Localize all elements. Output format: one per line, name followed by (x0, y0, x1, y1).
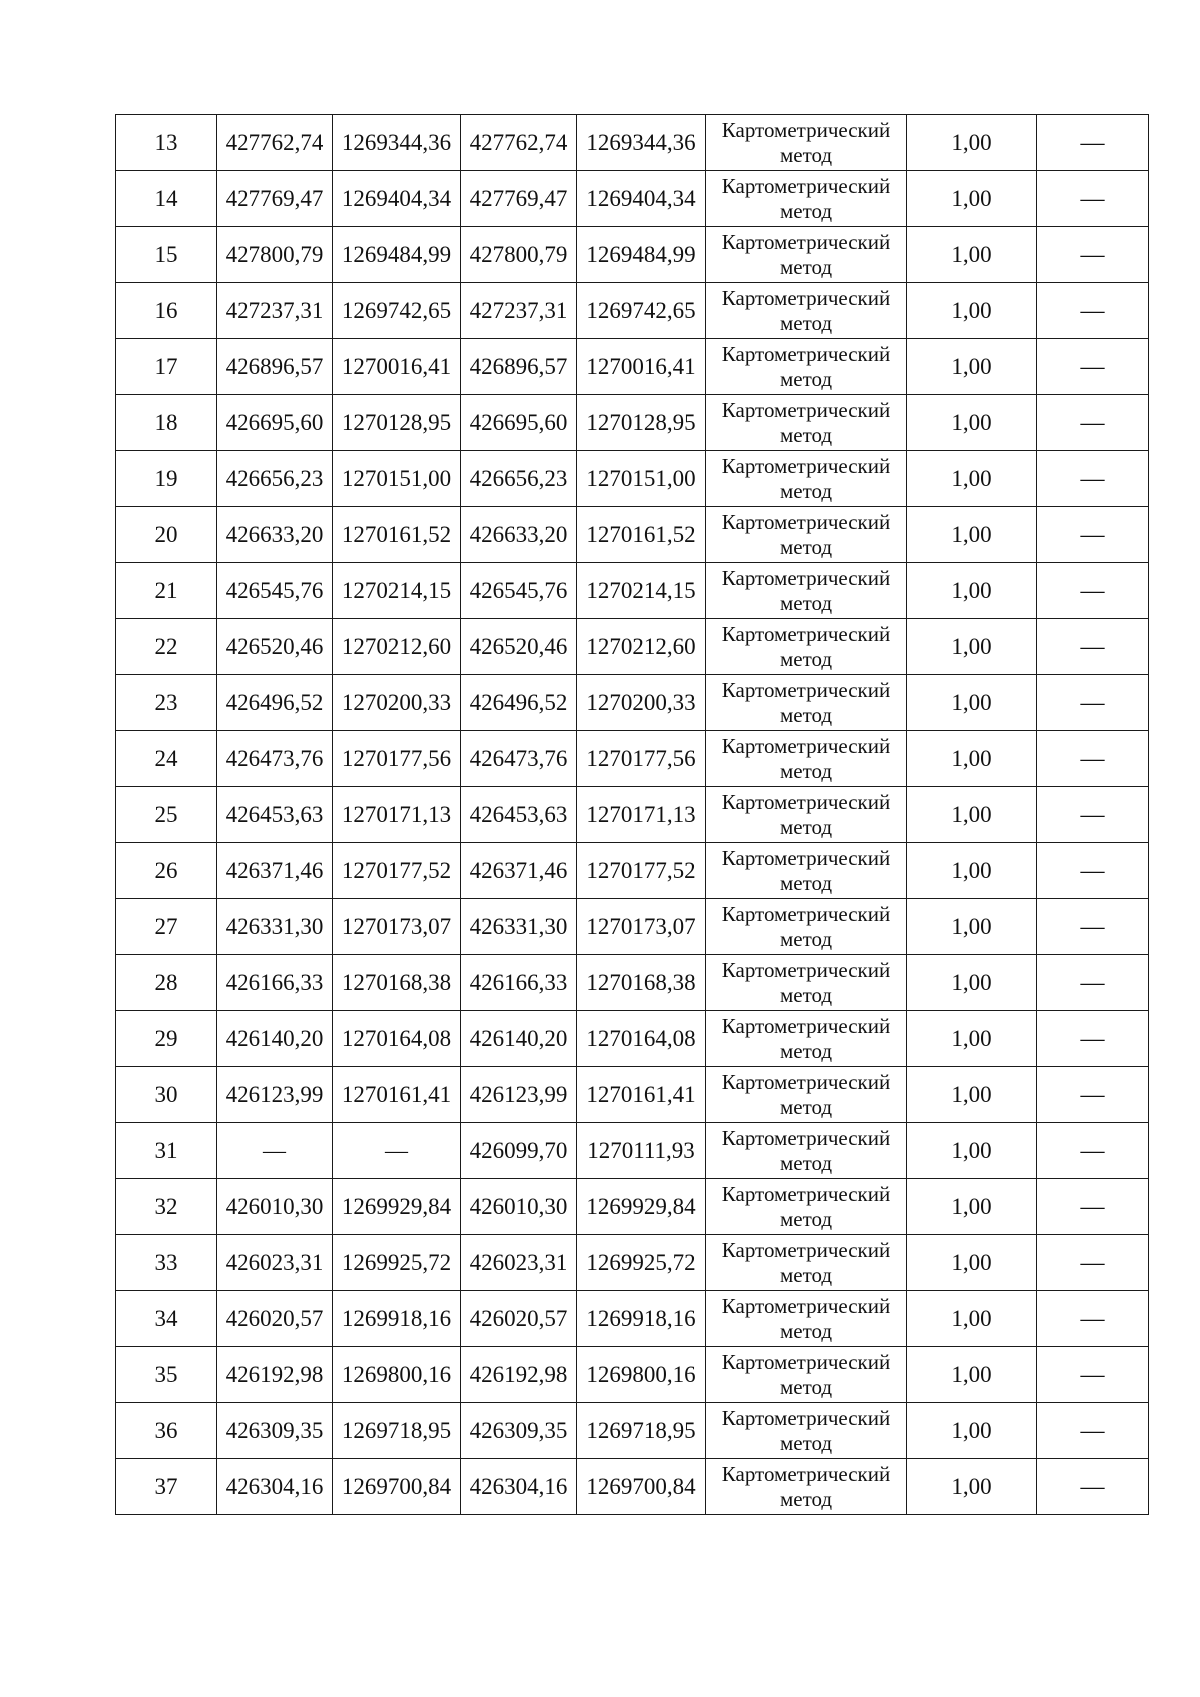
table-row (116, 787, 1149, 843)
table-row (116, 507, 1149, 563)
method-line-1: Картометрический (721, 1461, 891, 1486)
existing-y-cell: 1270016,41 (333, 339, 461, 395)
existing-y-cell: 1270161,41 (333, 1067, 461, 1123)
existing-y-cell: 1269929,84 (333, 1179, 461, 1235)
method-line-1: Картометрический (721, 1069, 891, 1094)
note-cell: — (1037, 1011, 1149, 1067)
precision-cell: 1,00 (907, 1459, 1037, 1515)
precision-cell: 1,00 (907, 339, 1037, 395)
point-number-cell: 26 (116, 843, 217, 899)
precision-cell: 1,00 (907, 563, 1037, 619)
existing-x-cell: 426473,76 (217, 731, 333, 787)
method-line-2: метод (779, 590, 833, 615)
note-cell: — (1037, 563, 1149, 619)
method-line-2: метод (779, 758, 833, 783)
precision-cell: 1,00 (907, 675, 1037, 731)
table-row (116, 731, 1149, 787)
point-number-cell: 31 (116, 1123, 217, 1179)
point-number-cell: 28 (116, 955, 217, 1011)
existing-y-cell: 1269404,34 (333, 171, 461, 227)
table-row (116, 115, 1149, 171)
existing-y-cell: 1270151,00 (333, 451, 461, 507)
precision-cell: 1,00 (907, 619, 1037, 675)
point-number-cell: 33 (116, 1235, 217, 1291)
precision-cell: 1,00 (907, 843, 1037, 899)
refined-x-cell: 426010,30 (461, 1179, 577, 1235)
precision-cell: 1,00 (907, 115, 1037, 171)
method-line-1: Картометрический (721, 845, 891, 870)
method-line-1: Картометрический (721, 621, 891, 646)
existing-y-cell: 1270214,15 (333, 563, 461, 619)
refined-y-cell: 1269404,34 (577, 171, 706, 227)
note-cell: — (1037, 115, 1149, 171)
refined-x-cell: 426304,16 (461, 1459, 577, 1515)
refined-y-cell: 1269800,16 (577, 1347, 706, 1403)
refined-y-cell: 1270151,00 (577, 451, 706, 507)
note-cell: — (1037, 283, 1149, 339)
existing-x-cell: 426140,20 (217, 1011, 333, 1067)
precision-cell: 1,00 (907, 507, 1037, 563)
refined-x-cell: 426656,23 (461, 451, 577, 507)
table-row (116, 171, 1149, 227)
existing-y-cell: 1270168,38 (333, 955, 461, 1011)
table-row (116, 1179, 1149, 1235)
existing-y-cell: 1270161,52 (333, 507, 461, 563)
precision-cell: 1,00 (907, 1123, 1037, 1179)
table-row (116, 1459, 1149, 1515)
method-line-2: метод (779, 1262, 833, 1287)
point-number-cell: 24 (116, 731, 217, 787)
refined-y-cell: 1270111,93 (577, 1123, 706, 1179)
existing-x-cell: 426304,16 (217, 1459, 333, 1515)
table-row (116, 1291, 1149, 1347)
method-line-1: Картометрический (721, 285, 891, 310)
point-number-cell: 18 (116, 395, 217, 451)
table-row (116, 1403, 1149, 1459)
precision-cell: 1,00 (907, 227, 1037, 283)
method-line-2: метод (779, 198, 833, 223)
method-line-2: метод (779, 534, 833, 559)
method-line-1: Картометрический (721, 509, 891, 534)
refined-x-cell: 426473,76 (461, 731, 577, 787)
existing-x-cell: 426371,46 (217, 843, 333, 899)
table-row (116, 563, 1149, 619)
note-cell: — (1037, 843, 1149, 899)
point-number-cell: 29 (116, 1011, 217, 1067)
precision-cell: 1,00 (907, 899, 1037, 955)
method-line-1: Картометрический (721, 1349, 891, 1374)
point-number-cell: 19 (116, 451, 217, 507)
existing-y-cell: 1270164,08 (333, 1011, 461, 1067)
method-line-2: метод (779, 366, 833, 391)
method-line-2: метод (779, 422, 833, 447)
note-cell: — (1037, 675, 1149, 731)
method-line-1: Картометрический (721, 341, 891, 366)
existing-y-cell: 1269800,16 (333, 1347, 461, 1403)
point-number-cell: 32 (116, 1179, 217, 1235)
refined-x-cell: 426371,46 (461, 843, 577, 899)
note-cell: — (1037, 227, 1149, 283)
point-number-cell: 14 (116, 171, 217, 227)
refined-y-cell: 1270128,95 (577, 395, 706, 451)
table-row (116, 1123, 1149, 1179)
existing-y-cell: 1270177,52 (333, 843, 461, 899)
refined-y-cell: 1269344,36 (577, 115, 706, 171)
existing-x-cell: 426123,99 (217, 1067, 333, 1123)
refined-x-cell: 427769,47 (461, 171, 577, 227)
method-line-1: Картометрический (721, 117, 891, 142)
method-line-2: метод (779, 982, 833, 1007)
note-cell: — (1037, 339, 1149, 395)
method-line-2: метод (779, 310, 833, 335)
refined-x-cell: 427237,31 (461, 283, 577, 339)
method-cell (706, 1011, 907, 1067)
note-cell: — (1037, 955, 1149, 1011)
refined-x-cell: 426545,76 (461, 563, 577, 619)
method-cell (706, 227, 907, 283)
existing-x-cell: 426545,76 (217, 563, 333, 619)
refined-x-cell: 427762,74 (461, 115, 577, 171)
note-cell: — (1037, 1067, 1149, 1123)
refined-y-cell: 1270161,52 (577, 507, 706, 563)
note-cell: — (1037, 171, 1149, 227)
point-number-cell: 15 (116, 227, 217, 283)
method-cell (706, 1067, 907, 1123)
method-line-1: Картометрический (721, 1237, 891, 1262)
existing-x-cell: 426520,46 (217, 619, 333, 675)
table-row (116, 451, 1149, 507)
existing-y-cell: 1270212,60 (333, 619, 461, 675)
existing-y-cell: 1269718,95 (333, 1403, 461, 1459)
existing-x-cell: 426309,35 (217, 1403, 333, 1459)
refined-x-cell: 426633,20 (461, 507, 577, 563)
precision-cell: 1,00 (907, 1291, 1037, 1347)
refined-y-cell: 1270214,15 (577, 563, 706, 619)
existing-x-cell: 426020,57 (217, 1291, 333, 1347)
precision-cell: 1,00 (907, 1347, 1037, 1403)
refined-x-cell: 426695,60 (461, 395, 577, 451)
refined-y-cell: 1270171,13 (577, 787, 706, 843)
note-cell: — (1037, 1235, 1149, 1291)
refined-x-cell: 426453,63 (461, 787, 577, 843)
method-cell (706, 619, 907, 675)
refined-x-cell: 427800,79 (461, 227, 577, 283)
method-line-2: метод (779, 1318, 833, 1343)
table-row (116, 395, 1149, 451)
precision-cell: 1,00 (907, 171, 1037, 227)
existing-x-cell: 426453,63 (217, 787, 333, 843)
precision-cell: 1,00 (907, 731, 1037, 787)
refined-y-cell: 1269718,95 (577, 1403, 706, 1459)
note-cell: — (1037, 1459, 1149, 1515)
point-number-cell: 13 (116, 115, 217, 171)
refined-x-cell: 426331,30 (461, 899, 577, 955)
refined-y-cell: 1269929,84 (577, 1179, 706, 1235)
table-row (116, 843, 1149, 899)
precision-cell: 1,00 (907, 1011, 1037, 1067)
method-cell (706, 675, 907, 731)
existing-x-cell: 427800,79 (217, 227, 333, 283)
existing-x-cell: 426896,57 (217, 339, 333, 395)
existing-x-cell: — (217, 1123, 333, 1179)
method-line-1: Картометрический (721, 957, 891, 982)
refined-y-cell: 1269484,99 (577, 227, 706, 283)
point-number-cell: 23 (116, 675, 217, 731)
precision-cell: 1,00 (907, 395, 1037, 451)
note-cell: — (1037, 1347, 1149, 1403)
refined-y-cell: 1270200,33 (577, 675, 706, 731)
existing-y-cell: 1269742,65 (333, 283, 461, 339)
method-cell (706, 787, 907, 843)
refined-y-cell: 1270212,60 (577, 619, 706, 675)
point-number-cell: 27 (116, 899, 217, 955)
method-line-1: Картометрический (721, 397, 891, 422)
method-cell (706, 843, 907, 899)
point-number-cell: 22 (116, 619, 217, 675)
refined-y-cell: 1269918,16 (577, 1291, 706, 1347)
method-line-2: метод (779, 926, 833, 951)
refined-x-cell: 426896,57 (461, 339, 577, 395)
method-line-1: Картометрический (721, 173, 891, 198)
point-number-cell: 36 (116, 1403, 217, 1459)
existing-y-cell: 1270128,95 (333, 395, 461, 451)
precision-cell: 1,00 (907, 787, 1037, 843)
existing-x-cell: 426633,20 (217, 507, 333, 563)
table-row (116, 899, 1149, 955)
existing-y-cell: 1269918,16 (333, 1291, 461, 1347)
method-line-1: Картометрический (721, 789, 891, 814)
method-line-1: Картометрический (721, 677, 891, 702)
existing-y-cell: 1269925,72 (333, 1235, 461, 1291)
method-line-2: метод (779, 1206, 833, 1231)
method-cell (706, 1235, 907, 1291)
point-number-cell: 35 (116, 1347, 217, 1403)
refined-y-cell: 1270164,08 (577, 1011, 706, 1067)
refined-y-cell: 1269700,84 (577, 1459, 706, 1515)
point-number-cell: 34 (116, 1291, 217, 1347)
method-line-2: метод (779, 254, 833, 279)
method-line-2: метод (779, 1038, 833, 1063)
existing-y-cell: 1270171,13 (333, 787, 461, 843)
note-cell: — (1037, 451, 1149, 507)
existing-y-cell: — (333, 1123, 461, 1179)
method-line-2: метод (779, 1150, 833, 1175)
method-line-2: метод (779, 1430, 833, 1455)
table-row (116, 339, 1149, 395)
refined-y-cell: 1270177,56 (577, 731, 706, 787)
method-line-2: метод (779, 1486, 833, 1511)
existing-x-cell: 426496,52 (217, 675, 333, 731)
refined-y-cell: 1270177,52 (577, 843, 706, 899)
note-cell: — (1037, 1291, 1149, 1347)
method-cell (706, 339, 907, 395)
method-line-1: Картометрический (721, 229, 891, 254)
table-row (116, 1067, 1149, 1123)
method-line-2: метод (779, 478, 833, 503)
method-cell (706, 955, 907, 1011)
method-line-2: метод (779, 1094, 833, 1119)
point-number-cell: 20 (116, 507, 217, 563)
method-line-1: Картометрический (721, 901, 891, 926)
refined-y-cell: 1269742,65 (577, 283, 706, 339)
point-number-cell: 21 (116, 563, 217, 619)
point-number-cell: 25 (116, 787, 217, 843)
existing-x-cell: 426695,60 (217, 395, 333, 451)
precision-cell: 1,00 (907, 1179, 1037, 1235)
refined-x-cell: 426192,98 (461, 1347, 577, 1403)
method-line-1: Картометрический (721, 1013, 891, 1038)
refined-y-cell: 1269925,72 (577, 1235, 706, 1291)
refined-x-cell: 426140,20 (461, 1011, 577, 1067)
refined-x-cell: 426166,33 (461, 955, 577, 1011)
table-row (116, 1235, 1149, 1291)
method-cell (706, 1403, 907, 1459)
method-cell (706, 731, 907, 787)
refined-x-cell: 426123,99 (461, 1067, 577, 1123)
existing-y-cell: 1270200,33 (333, 675, 461, 731)
precision-cell: 1,00 (907, 451, 1037, 507)
method-line-2: метод (779, 646, 833, 671)
existing-x-cell: 426010,30 (217, 1179, 333, 1235)
method-cell (706, 451, 907, 507)
refined-x-cell: 426309,35 (461, 1403, 577, 1459)
refined-x-cell: 426023,31 (461, 1235, 577, 1291)
method-cell (706, 899, 907, 955)
method-cell (706, 507, 907, 563)
precision-cell: 1,00 (907, 955, 1037, 1011)
refined-y-cell: 1270168,38 (577, 955, 706, 1011)
existing-x-cell: 427769,47 (217, 171, 333, 227)
coordinates-table (115, 114, 1149, 1515)
method-line-1: Картометрический (721, 1293, 891, 1318)
note-cell: — (1037, 1179, 1149, 1235)
existing-x-cell: 426166,33 (217, 955, 333, 1011)
point-number-cell: 17 (116, 339, 217, 395)
method-line-1: Картометрический (721, 453, 891, 478)
method-line-2: метод (779, 142, 833, 167)
refined-x-cell: 426020,57 (461, 1291, 577, 1347)
method-line-2: метод (779, 814, 833, 839)
method-cell (706, 283, 907, 339)
method-line-2: метод (779, 702, 833, 727)
method-cell (706, 1347, 907, 1403)
note-cell: — (1037, 899, 1149, 955)
existing-x-cell: 426023,31 (217, 1235, 333, 1291)
note-cell: — (1037, 507, 1149, 563)
method-line-1: Картометрический (721, 733, 891, 758)
existing-y-cell: 1269700,84 (333, 1459, 461, 1515)
method-line-2: метод (779, 1374, 833, 1399)
note-cell: — (1037, 1403, 1149, 1459)
refined-y-cell: 1270173,07 (577, 899, 706, 955)
method-line-1: Картометрический (721, 565, 891, 590)
note-cell: — (1037, 731, 1149, 787)
existing-y-cell: 1269344,36 (333, 115, 461, 171)
method-cell (706, 115, 907, 171)
method-cell (706, 395, 907, 451)
note-cell: — (1037, 787, 1149, 843)
precision-cell: 1,00 (907, 1235, 1037, 1291)
refined-y-cell: 1270161,41 (577, 1067, 706, 1123)
existing-x-cell: 427237,31 (217, 283, 333, 339)
table-row (116, 227, 1149, 283)
existing-y-cell: 1270173,07 (333, 899, 461, 955)
precision-cell: 1,00 (907, 1067, 1037, 1123)
refined-x-cell: 426496,52 (461, 675, 577, 731)
table-row (116, 283, 1149, 339)
point-number-cell: 16 (116, 283, 217, 339)
table-row (116, 955, 1149, 1011)
table-row (116, 1011, 1149, 1067)
method-line-1: Картометрический (721, 1125, 891, 1150)
existing-y-cell: 1270177,56 (333, 731, 461, 787)
method-line-1: Картометрический (721, 1405, 891, 1430)
method-cell (706, 1291, 907, 1347)
method-cell (706, 1179, 907, 1235)
table-row (116, 619, 1149, 675)
note-cell: — (1037, 1123, 1149, 1179)
method-cell (706, 1459, 907, 1515)
table-body (116, 115, 1149, 1515)
refined-x-cell: 426520,46 (461, 619, 577, 675)
method-cell (706, 563, 907, 619)
table-row (116, 675, 1149, 731)
existing-x-cell: 427762,74 (217, 115, 333, 171)
note-cell: — (1037, 619, 1149, 675)
table-row (116, 1347, 1149, 1403)
method-cell (706, 171, 907, 227)
note-cell: — (1037, 395, 1149, 451)
point-number-cell: 37 (116, 1459, 217, 1515)
method-line-1: Картометрический (721, 1181, 891, 1206)
refined-x-cell: 426099,70 (461, 1123, 577, 1179)
precision-cell: 1,00 (907, 1403, 1037, 1459)
refined-y-cell: 1270016,41 (577, 339, 706, 395)
existing-y-cell: 1269484,99 (333, 227, 461, 283)
precision-cell: 1,00 (907, 283, 1037, 339)
method-cell (706, 1123, 907, 1179)
existing-x-cell: 426192,98 (217, 1347, 333, 1403)
method-line-2: метод (779, 870, 833, 895)
existing-x-cell: 426331,30 (217, 899, 333, 955)
point-number-cell: 30 (116, 1067, 217, 1123)
existing-x-cell: 426656,23 (217, 451, 333, 507)
